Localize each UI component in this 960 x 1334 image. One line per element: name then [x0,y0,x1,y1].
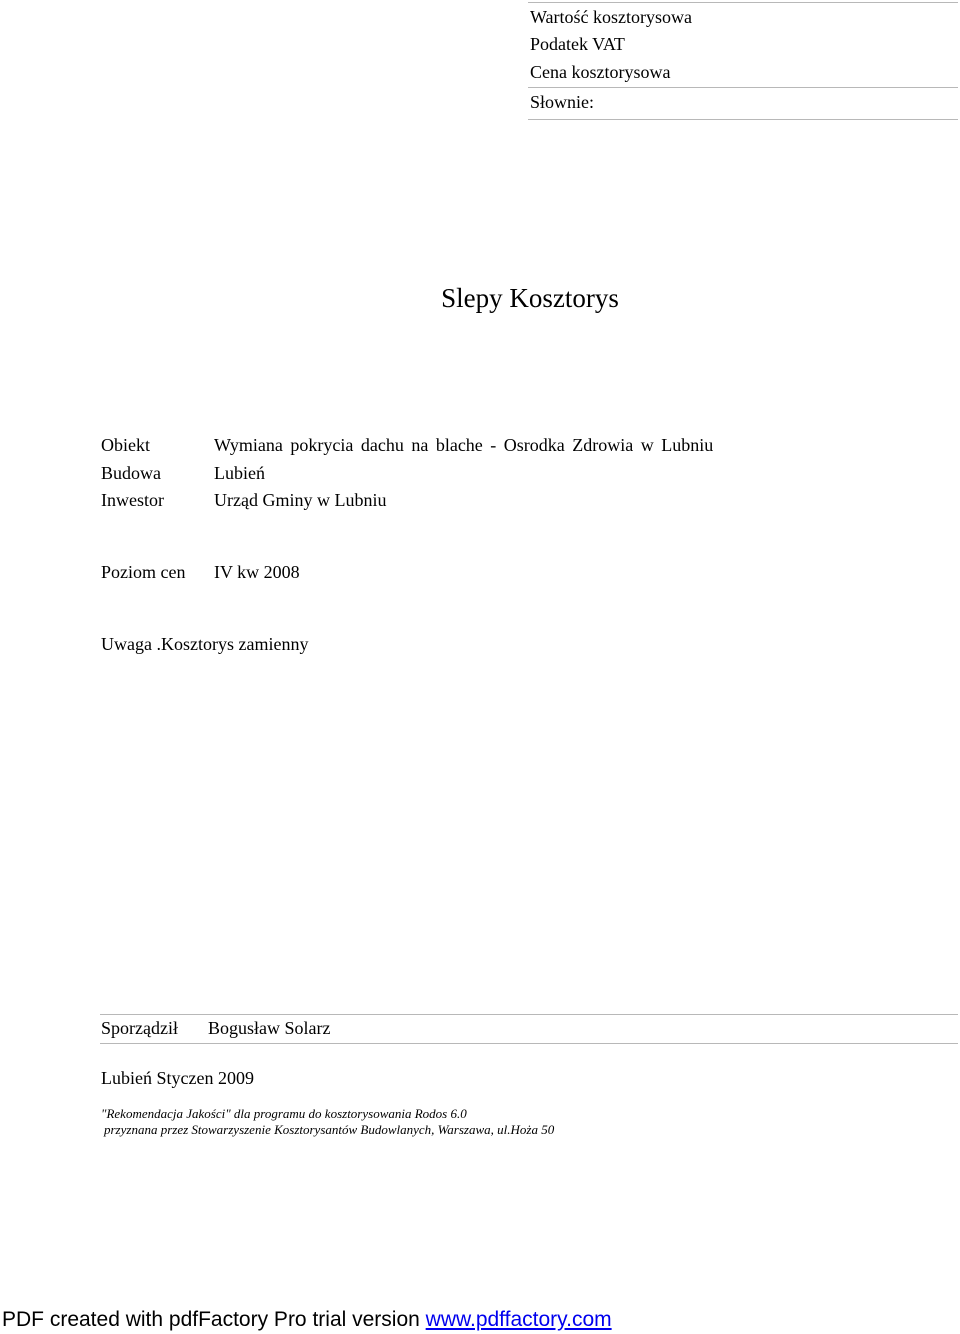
cena-label: Cena kosztorysowa [530,62,671,82]
place-date: Lubień Styczen 2009 [101,1068,254,1088]
recommendation-line-1: "Rekomendacja Jakości" dla programu do kosztorysowania Rodos 6.0 [101,1106,467,1121]
inwestor-value: Urząd Gminy w Lubniu [214,490,387,510]
poziom-cen-label: Poziom cen [101,562,186,582]
poziom-cen-value: IV kw 2008 [214,562,300,582]
author-name: Bogusław Solarz [208,1018,331,1038]
document-title: Slepy Kosztorys [441,283,619,313]
pdffactory-link[interactable]: www.pdffactory.com [425,1308,612,1331]
podatek-label: Podatek VAT [530,34,625,54]
uwaga-note: Uwaga .Kosztorys zamienny [101,634,309,654]
budowa-label: Budowa [101,463,161,483]
signature-bottom-rule [100,1043,958,1044]
pdf-footer-text: PDF created with pdfFactory Pro trial version [2,1308,426,1331]
inwestor-label: Inwestor [101,490,164,510]
recommendation-line-2: przyznana przez Stowarzyszenie Kosztorysantów Budowlanych, Warszawa, ul.Hoża 50 [104,1122,555,1137]
summary-bottom-rule [528,119,958,120]
wartosc-label: Wartość kosztorysowa [530,7,693,27]
slownie-label: Słownie: [530,92,595,112]
pdf-footer [2,1308,612,1332]
summary-mid-rule [528,87,958,88]
signature-top-rule [100,1014,958,1015]
budowa-value: Lubień [214,463,265,483]
obiekt-label: Obiekt [101,435,150,455]
sporzadzil-label: Sporządził [101,1018,178,1038]
obiekt-value: Wymiana pokrycia dachu na blache - Osrodka Zdrowia w Lubniu [214,435,714,455]
summary-top-rule [528,2,958,3]
